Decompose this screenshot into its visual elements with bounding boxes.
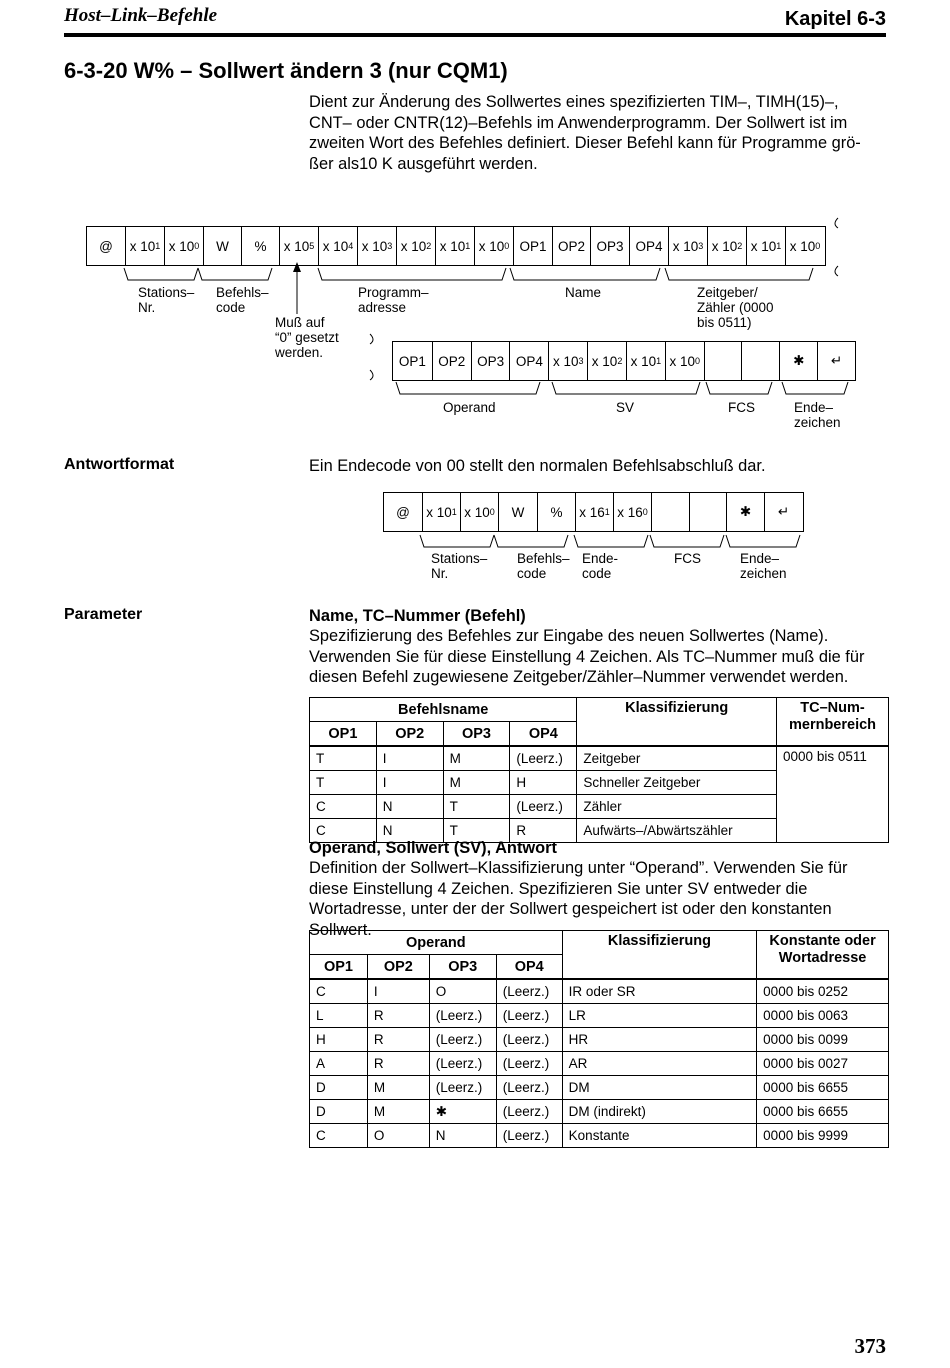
frame-cell-exponent: 0: [815, 241, 821, 251]
table-cell: M: [443, 746, 510, 771]
table-row: [310, 746, 889, 771]
operand-heading: Operand, Sollwert (SV), Antwort: [309, 839, 557, 857]
table-cell: (Leerz.): [510, 746, 577, 771]
frame-cell-exponent: 3: [698, 241, 704, 251]
frame-cell-exponent: 2: [426, 241, 432, 251]
table-row: [310, 1004, 889, 1028]
frame-cell-text: x 10: [400, 238, 427, 254]
frame-cell-exponent: 1: [656, 356, 662, 366]
label-must-be-zero: Muß auf “0” gesetzt werden.: [275, 315, 339, 360]
frame-cell-text: x 10: [478, 238, 505, 254]
frame-cell-text: x 10: [669, 353, 695, 369]
label-program-address: Programm– adresse: [358, 285, 429, 315]
table-cell: C: [310, 795, 377, 819]
label-timer-counter: Zeitgeber/ Zähler (0000 bis 0511): [697, 285, 774, 330]
page-number: 373: [854, 1334, 886, 1358]
frame-cell-text: x 10: [789, 238, 816, 254]
frame-cell-exponent: 5: [309, 241, 315, 251]
table2-const-header: Konstante oder Wortadresse: [757, 931, 889, 980]
command-name-table: [309, 697, 889, 843]
table-cell: (Leerz.): [496, 1076, 562, 1100]
table-cell: N: [376, 819, 443, 843]
op-column-header: OP3: [443, 722, 510, 747]
frame-cell-text: ↵: [777, 504, 790, 519]
label-terminator: Ende– zeichen: [794, 400, 841, 430]
response-label-fcs: FCS: [674, 551, 701, 566]
table-cell: (Leerz.): [496, 1124, 562, 1148]
table-cell: HR: [562, 1028, 757, 1052]
table-row: [310, 979, 889, 1004]
table-cell: (Leerz.): [429, 1076, 496, 1100]
table-cell: T: [310, 746, 377, 771]
frame-cell-text: OP4: [635, 238, 663, 254]
table-cell: D: [310, 1100, 368, 1124]
name-paragraph: Spezifizierung des Befehles zur Eingabe des neuen Sollwertes (Name). Verwenden Sie für diese Einstellung 4 Zeichen. Als TC–Nummer muß die für diesen Befehl zugewiesene Zeitgeber/Zähler–Nummer verwendet werden.: [309, 627, 865, 686]
frame-cell-text: x 10: [361, 238, 388, 254]
frame-cell-text: x 10: [591, 353, 618, 369]
table-cell: (Leerz.): [510, 795, 577, 819]
op-column-header: OP2: [376, 722, 443, 747]
table-cell: (Leerz.): [496, 1100, 562, 1124]
frame-cell-text: x 10: [711, 238, 738, 254]
frame-cell-exponent: 0: [504, 241, 510, 251]
table-cell: IR oder SR: [562, 979, 757, 1004]
table-cell: T: [443, 819, 510, 843]
table-cell: D: [310, 1076, 368, 1100]
operand-table: [309, 930, 889, 1148]
label-sv: SV: [616, 400, 635, 415]
table-row: [310, 1124, 889, 1148]
table-cell: Schneller Zeitgeber: [577, 771, 777, 795]
frame-cell-text: x 10: [552, 353, 579, 369]
frame-cell-text: x 10: [426, 504, 452, 520]
table-cell: M: [367, 1100, 429, 1124]
table-row: [310, 1100, 889, 1124]
table-cell: C: [310, 979, 368, 1004]
table-cell: M: [367, 1076, 429, 1100]
frame-cell-text: x 16: [579, 504, 605, 520]
table2-group-header: Operand: [310, 931, 563, 955]
intro-paragraph: Dient zur Änderung des Sollwertes eines spezifizierten TIM–, TIMH(15)–, CNT– oder CNTR(12)–Befehls im Anwenderprogramm. Der Sollwert ist im zweiten Wort des Befehles definiert. Dieser Befehl kann für Programme grö-ßer als10 K ausgeführt werden.: [309, 93, 861, 173]
response-braces: [0, 0, 950, 600]
op-column-header: OP4: [510, 722, 577, 747]
frame-cell-text: W: [216, 238, 229, 254]
label-command-code: Befehls– code: [216, 285, 269, 315]
label-name: Name: [565, 285, 602, 300]
table1-group-header: Befehlsname: [310, 698, 577, 722]
frame-cell-text: @: [99, 238, 113, 254]
frame-cell-exponent: 3: [387, 241, 393, 251]
frame-cell-exponent: 1: [465, 241, 471, 251]
response-text: Ein Endecode von 00 stellt den normalen Befehlsabschluß dar.: [309, 457, 766, 475]
frame-cell-text: %: [550, 504, 563, 520]
table-cell: R: [367, 1004, 429, 1028]
frame-cell-text: ✱: [739, 504, 752, 519]
frame-cell-exponent: 2: [617, 356, 623, 366]
op-column-header: OP1: [310, 955, 368, 980]
table1-range-header: TC–Num-mernbereich: [777, 698, 889, 747]
table-cell: LR: [562, 1004, 757, 1028]
table-cell: A: [310, 1052, 368, 1076]
table-cell: 0000 bis 0027: [757, 1052, 889, 1076]
table-cell: I: [376, 771, 443, 795]
table-cell: (Leerz.): [496, 1004, 562, 1028]
table-cell: T: [310, 771, 377, 795]
frame-cell-text: OP3: [596, 238, 624, 254]
table-cell: C: [310, 819, 377, 843]
frame-cell-exponent: 1: [776, 241, 782, 251]
table-row: [310, 1028, 889, 1052]
frame-cell-exponent: 1: [451, 507, 457, 517]
frame-cell-text: x 10: [129, 238, 156, 254]
label-operand: Operand: [443, 400, 496, 415]
table-cell: Zähler: [577, 795, 777, 819]
table-cell: Konstante: [562, 1124, 757, 1148]
frame-cell-text: W: [511, 504, 525, 520]
frame-cell-text: x 16: [617, 504, 643, 520]
op-column-header: OP2: [367, 955, 429, 980]
table-row: [310, 1052, 889, 1076]
table2-class-header: Klassifizierung: [562, 931, 757, 980]
op-column-header: OP3: [429, 955, 496, 980]
table-cell: H: [310, 1028, 368, 1052]
frame-cell-text: x 10: [168, 238, 195, 254]
table-cell: N: [376, 795, 443, 819]
tc-range-cell: 0000 bis 0511: [777, 746, 889, 843]
name-heading: Name, TC–Nummer (Befehl): [309, 607, 526, 625]
table-cell: O: [367, 1124, 429, 1148]
frame-cell-exponent: 0: [489, 507, 495, 517]
table-cell: (Leerz.): [496, 1028, 562, 1052]
frame-cell-text: x 10: [464, 504, 490, 520]
parameter-label: Parameter: [64, 606, 143, 623]
table-row: [310, 1076, 889, 1100]
table-cell: ✱: [429, 1100, 496, 1124]
frame-cell-exponent: 0: [694, 356, 700, 366]
frame-cell-text: OP4: [515, 353, 543, 369]
table-cell: AR: [562, 1052, 757, 1076]
table-cell: R: [367, 1028, 429, 1052]
frame-cell-text: OP2: [438, 353, 466, 369]
table-cell: C: [310, 1124, 368, 1148]
response-label-station: Stations– Nr.: [431, 551, 488, 581]
frame-cell-text: ✱: [793, 353, 805, 368]
table-cell: DM (indirekt): [562, 1100, 757, 1124]
table-cell: Aufwärts–/Abwärtszähler: [577, 819, 777, 843]
table-cell: 0000 bis 0252: [757, 979, 889, 1004]
table-cell: (Leerz.): [496, 979, 562, 1004]
table-cell: O: [429, 979, 496, 1004]
frame-cell-text: x 10: [672, 238, 699, 254]
table-cell: I: [376, 746, 443, 771]
frame-cell-text: OP2: [557, 238, 585, 254]
table-cell: H: [510, 771, 577, 795]
frame-cell-exponent: 4: [348, 241, 354, 251]
table-cell: DM: [562, 1076, 757, 1100]
frame-cell-exponent: 3: [578, 356, 584, 366]
chapter-label: Kapitel 6-3: [784, 8, 886, 30]
response-label-command-code: Befehls– code: [517, 551, 570, 581]
table-cell: R: [510, 819, 577, 843]
table-cell: I: [367, 979, 429, 1004]
frame-cell-exponent: 0: [642, 507, 648, 517]
operand-paragraph: Definition der Sollwert–Klassifizierung unter “Operand”. Verwenden Sie für diese Einstellung 4 Zeichen. Spezifizieren Sie unter SV entweder die Wortadresse, unter der der Sollwert gespeichert ist oder den konstanten Sollwert.: [309, 859, 848, 939]
table-cell: (Leerz.): [429, 1004, 496, 1028]
frame-cell-text: x 10: [630, 353, 657, 369]
frame-cell-text: ↵: [830, 353, 843, 368]
frame-cell-text: x 10: [322, 238, 349, 254]
frame-cell-text: %: [254, 238, 267, 254]
response-label-terminator: Ende– zeichen: [740, 551, 787, 581]
running-header-title: Host–Link–Befehle: [64, 5, 218, 26]
table-cell: 0000 bis 0063: [757, 1004, 889, 1028]
frame-cell-exponent: 2: [737, 241, 743, 251]
table-cell: (Leerz.): [429, 1028, 496, 1052]
table-cell: M: [443, 771, 510, 795]
table-cell: Zeitgeber: [577, 746, 777, 771]
response-label-end-code: Ende- code: [582, 551, 619, 581]
table-cell: N: [429, 1124, 496, 1148]
table-cell: (Leerz.): [496, 1052, 562, 1076]
frame-cell-text: x 10: [439, 238, 466, 254]
table-cell: 0000 bis 6655: [757, 1076, 889, 1100]
table-cell: T: [443, 795, 510, 819]
frame-cell-text: x 10: [750, 238, 777, 254]
op-column-header: OP1: [310, 722, 377, 747]
table-cell: 0000 bis 0099: [757, 1028, 889, 1052]
response-format-label: Antwortformat: [64, 456, 175, 473]
label-fcs: FCS: [728, 400, 755, 415]
section-title: 6-3-20 W% – Sollwert ändern 3 (nur CQM1): [64, 58, 508, 83]
table-cell: 0000 bis 9999: [757, 1124, 889, 1148]
frame-cell-exponent: 1: [604, 507, 610, 517]
frame-cell-text: @: [396, 504, 410, 520]
table-cell: (Leerz.): [429, 1052, 496, 1076]
table-cell: R: [367, 1052, 429, 1076]
table1-class-header: Klassifizierung: [577, 698, 777, 747]
table-cell: 0000 bis 6655: [757, 1100, 889, 1124]
table-cell: L: [310, 1004, 368, 1028]
op-column-header: OP4: [496, 955, 562, 980]
frame-cell-exponent: 0: [194, 241, 200, 251]
frame-cell-text: x 10: [283, 238, 310, 254]
label-station: Stations– Nr.: [138, 285, 195, 315]
frame-cell-exponent: 1: [155, 241, 161, 251]
frame-cell-text: OP1: [519, 238, 547, 254]
frame-cell-text: OP1: [398, 353, 426, 369]
frame-cell-text: OP3: [477, 353, 505, 369]
